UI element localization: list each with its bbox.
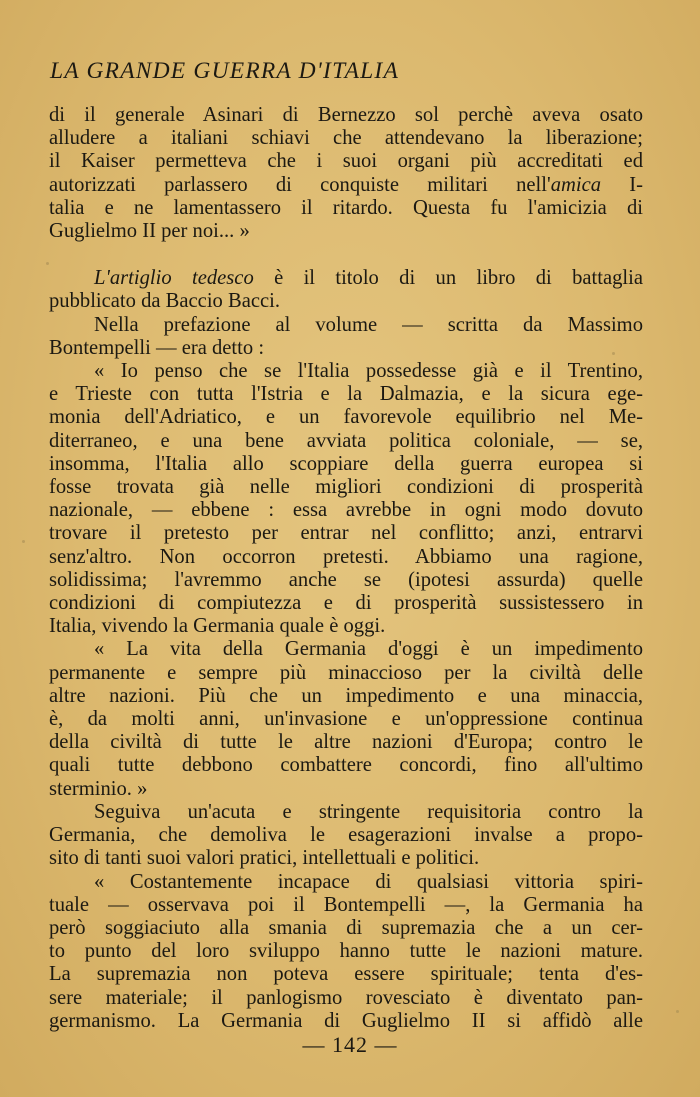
text-line: senz'altro. Non occorron pretesti. Abbiamo una ragione, — [49, 545, 643, 568]
text-line: sere materiale; il panlogismo rovesciato è diventato pan- — [49, 986, 643, 1009]
text-line: Guglielmo II per noi... » — [49, 220, 250, 243]
book-title: L'artiglio tedesco — [94, 267, 254, 290]
text-line: sterminio. » — [49, 777, 148, 800]
text-line: quali tutte debbono combattere concordi, fino all'ultimo — [49, 754, 643, 777]
text-line: della civiltà di tutte le altre nazioni d'Europa; contro le — [49, 731, 643, 754]
paper-speck — [22, 540, 25, 543]
text-line: germanismo. La Germania di Guglielmo II si affidò alle — [49, 1009, 643, 1032]
text-line: di il generale Asinari di Bernezzo sol perchè aveva osato — [49, 104, 643, 126]
text-line: Germania, che demoliva le esagerazioni invalse a propo- — [49, 824, 643, 847]
text-line: fosse trovata già nelle migliori condizioni di prosperità — [49, 476, 643, 499]
paper-speck — [612, 352, 615, 355]
paragraph-prefazione — [49, 314, 643, 360]
text-line: condizioni di compiutezza e di prosperità sussistessero in — [49, 592, 643, 615]
text-line: Bontempelli — era detto : — [49, 336, 265, 359]
text-line — [49, 174, 643, 197]
text-line: « La vita della Germania d'oggi è un impedimento — [94, 638, 643, 661]
text-line: e Trieste con tutta l'Istria e la Dalmazia, e la sicura ege- — [49, 383, 643, 406]
paper-speck — [676, 1010, 679, 1013]
text-fragment: I- — [601, 173, 643, 196]
paragraph-artiglio — [49, 267, 643, 313]
text-line: Italia, vivendo la Germania quale è oggi. — [49, 615, 386, 638]
running-title: LA GRANDE GUERRA D'ITALIA — [50, 58, 399, 84]
text-line: trovare il pretesto per entrar nel conflitto; anzi, entrarvi — [49, 522, 643, 545]
text-line: La supremazia non poteva essere spirituale; tenta d'es- — [49, 963, 643, 986]
text-fragment: autorizzati parlassero di conquiste militari nell' — [49, 173, 551, 196]
italic-word: amica — [550, 173, 602, 196]
text-line: solidissima; l'avremmo anche se (ipotesi assurda) quelle — [49, 568, 643, 591]
text-line: « Io penso che se l'Italia possedesse già e il Trentino, — [94, 360, 643, 383]
text-line: è, da molti anni, un'invasione e un'oppressione continua — [49, 708, 643, 731]
text-line: Nella prefazione al volume — scritta da Massimo — [94, 313, 643, 336]
paragraph-quote-2 — [49, 638, 643, 800]
paragraph-continuation — [49, 104, 643, 243]
text-line: Seguiva un'acuta e stringente requisitoria contro la — [94, 800, 643, 823]
text-line: talia e ne lamentassero il ritardo. Questa fu l'amicizia di — [49, 196, 643, 219]
paragraph-quote-3 — [49, 871, 643, 1033]
text-line: tuale — osservava poi il Bontempelli —, la Germania ha — [49, 893, 643, 916]
paper-speck — [46, 262, 49, 265]
text-line: sito di tanti suoi valori pratici, intellettuali e politici. — [49, 847, 480, 870]
text-line: il Kaiser permetteva che i suoi organi più accreditati ed — [49, 150, 643, 173]
paragraph-requisitoria — [49, 801, 643, 871]
text-line: permanente e sempre più minaccioso per la civiltà delle — [49, 661, 643, 684]
body-text — [49, 104, 643, 1033]
text-line: nazionale, — ebbene : essa avrebbe in ogni modo dovuto — [49, 499, 643, 522]
text-fragment: è il titolo di un libro di battaglia — [253, 267, 643, 290]
page-number: — 142 — — [302, 1032, 398, 1057]
text-line: però soggiaciuto alla smania di supremazia che a un cer- — [49, 916, 643, 939]
text-line: alludere a italiani schiavi che attendevano la liberazione; — [49, 127, 643, 150]
text-line — [49, 267, 643, 290]
text-line: diterraneo, e una bene avviata politica coloniale, — se, — [49, 429, 643, 452]
text-line: altre nazioni. Più che un impedimento e una minaccia, — [49, 684, 643, 707]
text-line: « Costantemente incapace di qualsiasi vittoria spiri- — [94, 870, 643, 893]
text-line: to punto del loro sviluppo hanno tutte le nazioni mature. — [49, 940, 643, 963]
text-line: pubblicato da Baccio Bacci. — [49, 290, 281, 313]
paragraph-quote-1 — [49, 360, 643, 638]
text-line: insomma, l'Italia allo scoppiare della guerra europea si — [49, 452, 643, 475]
text-line: monia dell'Adriatico, e un favorevole equilibrio nel Me- — [49, 406, 643, 429]
